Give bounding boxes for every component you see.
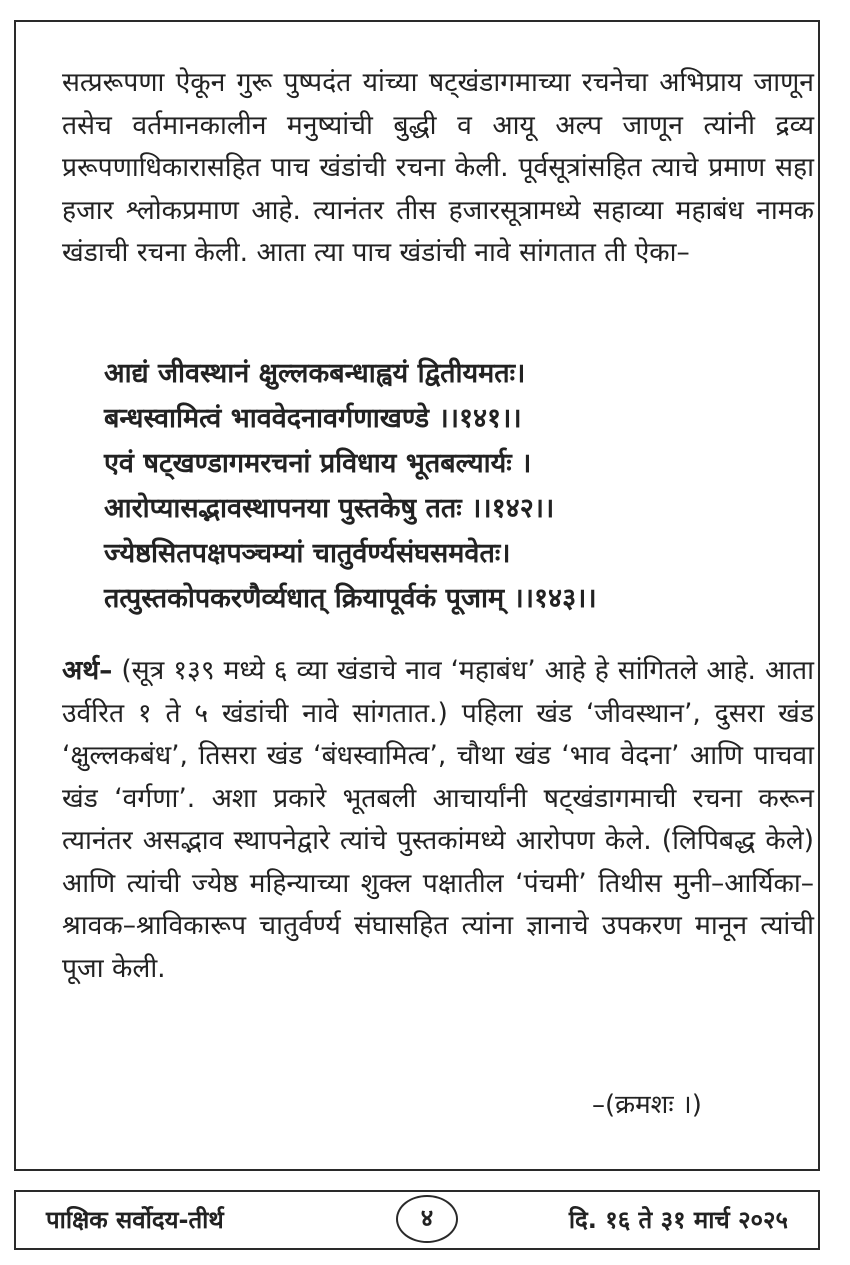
article-frame — [14, 20, 820, 1171]
meaning-label: अर्थ– — [62, 655, 113, 686]
issue-date: दि. १६ ते ३१ मार्च २०२५ — [568, 1206, 788, 1234]
verse-line: आद्यं जीवस्थानं क्षुल्लकबन्धाह्वयं द्वितीयमतः। — [104, 358, 526, 389]
page-number: ४ — [396, 1195, 458, 1243]
verse-line: ज्येष्ठसितपक्षपञ्चम्यां चातुर्वर्ण्यसंघसमवेतः। — [104, 538, 511, 569]
meaning-text: (सूत्र १३९ मध्ये ६ व्या खंडाचे नाव ‘महाबंध’ आहे हे सांगितले आहे. आता उर्वरित १ ते ५ खंडांची नावे सांगतात.) पहिला खंड ‘जीवस्थान’, दुसरा खंड ‘क्षुल्लकबंध’, तिसरा खंड ‘बंधस्वामित्व’, चौथा खंड ‘भाव वेदना’ आणि पाचवा खंड ‘वर्गणा’. अशा प्रकारे भूतबली आचार्यांनी षट्खंडागमाची रचना करून त्यानंतर असद्भाव स्थापनेद्वारे त्यांचे पुस्तकांमध्ये आरोपण केले. (लिपिबद्ध केले) आणि त्यांची ज्येष्ठ महिन्याच्या शुक्ल पक्षातील ‘पंचमी’ तिथीस मुनी–आर्यिका–श्रावक–श्राविकारूप चातुर्वर्ण्य संघासहित त्यांना ज्ञानाचे उपकरण मानून त्यांची पूजा केली. — [62, 655, 814, 984]
page-footer — [14, 1190, 820, 1250]
publication-name: पाक्षिक सर्वोदय-तीर्थ — [46, 1206, 224, 1234]
verse-line: तत्पुस्तकोपकरणैर्व्यधात् क्रियापूर्वकं पूजाम् ।।१४३।। — [104, 583, 597, 614]
meaning-paragraph — [62, 650, 814, 990]
verse-line: आरोप्यासद्भावस्थापनया पुस्तकेषु ततः ।।१४२।। — [104, 493, 555, 524]
verse-line: एवं षट्खण्डागमरचनां प्रविधाय भूतबल्यार्यः । — [104, 448, 532, 479]
verse-line: बन्धस्वामित्वं भाववेदनावर्गणाखण्डे ।।१४१।। — [104, 403, 522, 434]
sanskrit-verses — [104, 356, 804, 626]
continued-note: –(क्रमशः ।) — [592, 1090, 702, 1120]
intro-paragraph: सत्प्ररूपणा ऐकून गुरू पुष्पदंत यांच्या षट्खंडागमाच्या रचनेचा अभिप्राय जाणून तसेच वर्तमानकालीन मनुष्यांची बुद्धी व आयू अल्प जाणून त्यांनी द्रव्य प्ररूपणाधिकारासहित पाच खंडांची रचना केली. पूर्वसूत्रांसहित त्याचे प्रमाण सहा हजार श्लोकप्रमाण आहे. त्यानंतर तीस हजारसूत्रामध्ये सहाव्या महाबंध नामक खंडाची रचना केली. आता त्या पाच खंडांची नावे सांगतात ती ऐका– — [62, 67, 814, 268]
